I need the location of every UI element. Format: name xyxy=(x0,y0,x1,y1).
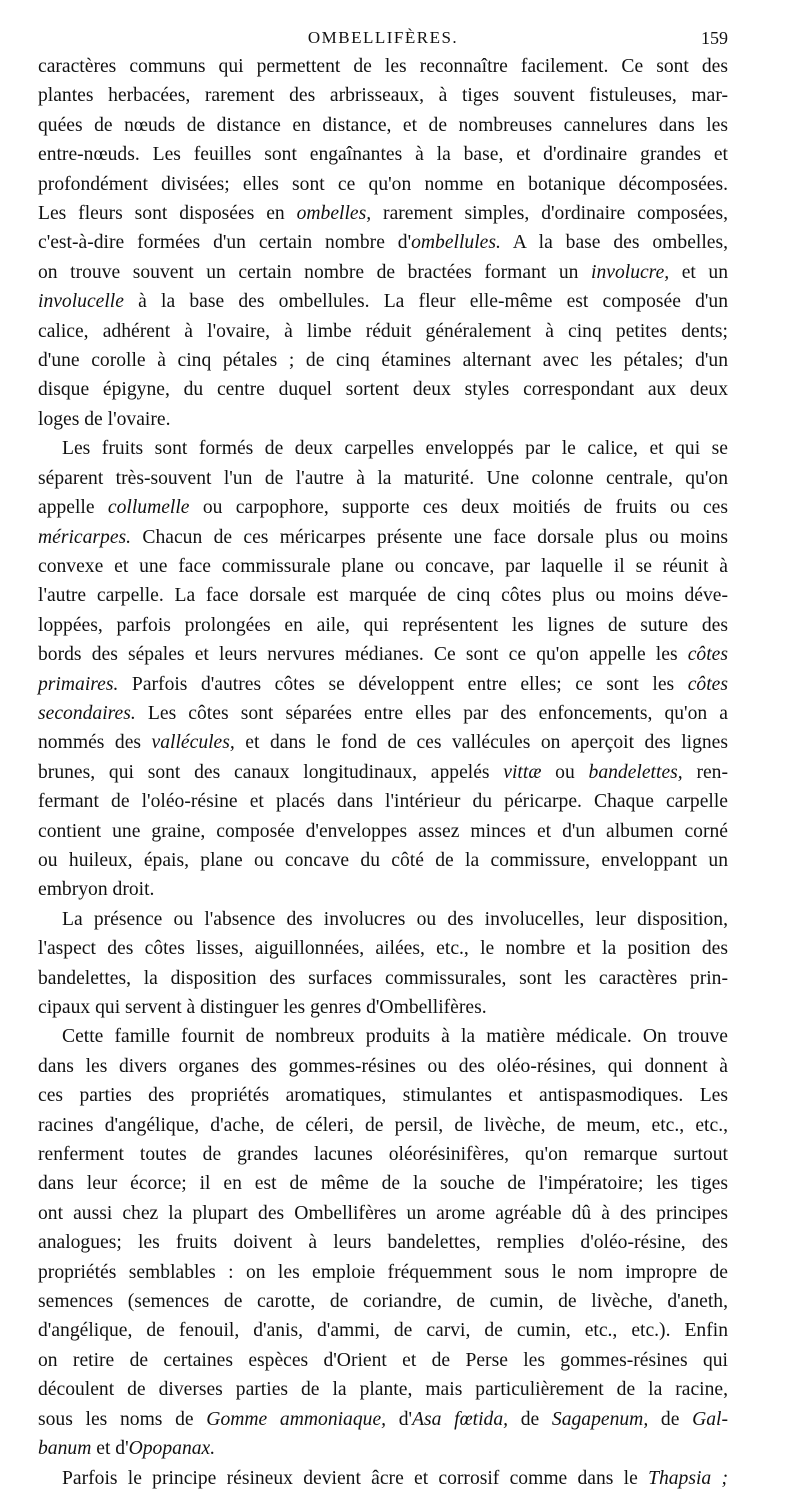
text-segment: et dans le fond de ces vallécules on aperçoit des lignes xyxy=(234,732,728,754)
text-segment: Les fruits sont formés de deux carpelles enveloppés par le calice, et qui se xyxy=(62,438,728,460)
text-segment: sous les noms de xyxy=(38,1408,207,1430)
text-line xyxy=(38,787,728,816)
text-segment: profondément divisées; elles sont ce qu'on nomme en botanique décomposées. xyxy=(38,173,728,195)
text-line xyxy=(38,846,728,875)
text-segment: convexe et une face commissurale plane ou concave, par laquelle il se réunit à xyxy=(38,555,728,577)
text-segment: contient une graine, composée d'enveloppes assez minces et d'un albumen corné xyxy=(38,820,728,842)
text-line xyxy=(38,1464,728,1493)
text-segment: renferment toutes de grandes lacunes oléorésinifères, qu'on remarque surtout xyxy=(38,1144,728,1166)
text-line xyxy=(38,728,728,757)
text-segment: Les fleurs sont disposées en xyxy=(38,203,297,225)
italic-term: involucelle xyxy=(38,291,124,313)
italic-term: ombelles, xyxy=(296,203,372,225)
text-segment: l'aspect des côtes lisses, aiguillonnées, ailées, etc., le nombre et la position des xyxy=(38,938,728,960)
book-page xyxy=(38,22,728,1493)
text-line xyxy=(38,699,728,728)
text-segment: embryon droit. xyxy=(38,879,155,901)
text-line xyxy=(38,111,728,140)
text-segment: c'est-à-dire formées d'un certain nombre d' xyxy=(38,232,412,254)
text-line xyxy=(38,1405,728,1434)
page-number: 159 xyxy=(701,28,728,48)
text-segment: La présence ou l'absence des involucres ou des involucelles, leur disposition, xyxy=(62,908,728,930)
text-segment: A la base des ombelles, xyxy=(500,232,728,254)
text-segment: appelle xyxy=(38,497,108,519)
text-line xyxy=(38,81,728,110)
italic-term: secondaires. xyxy=(38,702,136,724)
italic-term: vittæ xyxy=(503,761,542,783)
text-line xyxy=(38,346,728,375)
text-line xyxy=(38,199,728,228)
text-line xyxy=(38,1140,728,1169)
text-line xyxy=(38,1081,728,1110)
text-segment: de xyxy=(508,1408,552,1430)
text-segment: calice, adhérent à l'ovaire, à limbe réduit généralement à cinq petites dents; xyxy=(38,320,728,342)
italic-term: côtes xyxy=(687,673,728,695)
text-line xyxy=(38,523,728,552)
text-segment: ren- xyxy=(682,761,728,783)
italic-term: méricarpes. xyxy=(38,526,132,548)
text-segment: de xyxy=(648,1408,693,1430)
text-segment: on trouve souvent un certain nombre de bractées formant un xyxy=(38,261,592,283)
text-segment: analogues; les fruits doivent à leurs bandelettes, remplies d'oléo-résine, des xyxy=(38,1232,728,1254)
text-segment: caractères communs qui permettent de les reconnaître facilement. Ce sont des xyxy=(38,56,728,77)
text-line xyxy=(38,1052,728,1081)
text-segment: et un xyxy=(669,261,728,283)
text-line xyxy=(38,640,728,669)
text-segment: Chacun de ces méricarpes présente une face dorsale plus ou moins xyxy=(131,526,728,548)
text-segment: loppées, parfois prolongées en aile, qui représentent les lignes de suture des xyxy=(38,614,728,636)
text-line xyxy=(38,581,728,610)
text-line xyxy=(38,140,728,169)
text-segment: on retire de certaines espèces d'Orient et de Perse les gommes-résines qui xyxy=(38,1349,728,1371)
text-line xyxy=(38,611,728,640)
text-line xyxy=(38,1228,728,1257)
text-segment: propriétés semblables : on les emploie fréquemment sous le nom impropre de xyxy=(38,1261,728,1283)
text-segment: ou carpophore, supporte ces deux moitiés de fruits ou ces xyxy=(189,497,728,519)
text-segment: ces parties des propriétés aromatiques, stimulantes et antispasmodiques. Les xyxy=(38,1085,728,1107)
text-segment: ou huileux, épais, plane ou concave du côté de la commissure, enveloppant un xyxy=(38,849,728,871)
italic-term: Thapsia ; xyxy=(648,1467,728,1489)
italic-term: collumelle xyxy=(107,497,190,519)
text-segment: Les côtes sont séparées entre elles par des enfoncements, qu'on a xyxy=(135,702,728,724)
text-line xyxy=(38,464,728,493)
text-line xyxy=(38,964,728,993)
text-line xyxy=(38,1346,728,1375)
text-segment: rarement simples, d'ordinaire composées, xyxy=(371,203,729,225)
text-segment: ont aussi chez la plupart des Ombellifères un arome agréable dû à des principes xyxy=(38,1202,728,1224)
text-segment: séparent très-souvent l'un de l'autre à la maturité. Une colonne centrale, qu'on xyxy=(38,467,728,489)
text-segment: brunes, qui sont des canaux longitudinaux, appelés xyxy=(38,761,504,783)
italic-term: Opopanax. xyxy=(128,1438,216,1460)
text-line xyxy=(38,758,728,787)
text-segment: Cette famille fournit de nombreux produits à la matière médicale. On trouve xyxy=(62,1026,728,1048)
text-line xyxy=(38,405,728,434)
italic-term: primaires. xyxy=(38,673,119,695)
text-line xyxy=(38,905,728,934)
text-line xyxy=(38,493,728,522)
text-segment: d' xyxy=(386,1408,413,1430)
text-segment: racines d'angélique, d'ache, de céleri, de persil, de livèche, de meum, etc., etc., xyxy=(38,1114,728,1136)
text-line xyxy=(38,258,728,287)
text-line xyxy=(38,1375,728,1404)
text-line xyxy=(38,1022,728,1051)
italic-term: ombellules. xyxy=(411,232,501,254)
italic-term: Asa fœtida, xyxy=(412,1408,509,1430)
text-line xyxy=(38,375,728,404)
text-segment: loges de l'ovaire. xyxy=(38,408,171,430)
text-segment: entre-nœuds. Les feuilles sont engaînantes à la base, et d'ordinaire grandes et xyxy=(38,144,728,166)
text-line xyxy=(38,1258,728,1287)
running-header xyxy=(38,22,728,52)
text-segment: nommés des xyxy=(38,732,152,754)
text-segment: cipaux qui servent à distinguer les genres d'Ombellifères. xyxy=(38,997,487,1018)
italic-term: côtes xyxy=(687,644,728,666)
text-segment: et d' xyxy=(91,1438,129,1460)
text-segment: semences (semences de carotte, de coriandre, de cumin, de livèche, d'aneth, xyxy=(38,1291,728,1313)
text-segment: fermant de l'oléo-résine et placés dans l'intérieur du péricarpe. Chaque carpelle xyxy=(38,791,728,813)
text-segment: d'angélique, de fenouil, d'anis, d'ammi, de carvi, de cumin, etc., etc.). Enfin xyxy=(38,1320,728,1342)
text-segment: Parfois d'autres côtes se développent entre elles; ce sont les xyxy=(118,673,688,695)
text-segment: d'une corolle à cinq pétales ; de cinq étamines alternant avec les pétales; d'un xyxy=(38,350,728,372)
text-segment: Parfois le principe résineux devient âcre et corrosif comme dans le xyxy=(62,1467,649,1489)
text-segment: plantes herbacées, rarement des arbrisseaux, à tiges souvent fistuleuses, mar- xyxy=(38,85,728,107)
italic-term: bandelettes, xyxy=(588,761,683,783)
text-line xyxy=(38,434,728,463)
text-segment: disque épigyne, du centre duquel sortent deux styles correspondant aux deux xyxy=(38,379,728,401)
text-line xyxy=(38,1434,728,1463)
text-line xyxy=(38,1111,728,1140)
running-title: OMBELLIFÈRES. xyxy=(307,28,459,47)
text-segment: découlent de diverses parties de la plante, mais particulièrement de la racine, xyxy=(38,1379,728,1401)
text-segment: ou xyxy=(541,761,589,783)
text-segment: bandelettes, la disposition des surfaces commissurales, sont les caractères prin- xyxy=(38,967,728,989)
body-text xyxy=(38,52,728,1493)
text-line xyxy=(38,817,728,846)
text-line xyxy=(38,1316,728,1345)
text-line xyxy=(38,670,728,699)
text-segment: à la base des ombellules. La fleur elle-même est composée d'un xyxy=(123,291,728,313)
text-segment: l'autre carpelle. La face dorsale est marquée de cinq côtes plus ou moins déve- xyxy=(38,585,728,607)
text-line xyxy=(38,1199,728,1228)
text-line xyxy=(38,552,728,581)
italic-term: vallécules, xyxy=(151,732,235,754)
text-line xyxy=(38,875,728,904)
text-segment: bords des sépales et leurs nervures médianes. Ce sont ce qu'on appelle les xyxy=(38,644,688,666)
italic-term: Gal- xyxy=(692,1408,728,1430)
text-line xyxy=(38,993,728,1022)
text-segment: dans leur écorce; il en est de même de la souche de l'impératoire; les tiges xyxy=(38,1173,728,1195)
italic-term: involucre, xyxy=(591,261,670,283)
text-line xyxy=(38,228,728,257)
text-line xyxy=(38,1287,728,1316)
text-segment: quées de nœuds de distance en distance, et de nombreuses cannelures dans les xyxy=(38,114,728,136)
italic-term: Sagapenum, xyxy=(551,1408,649,1430)
text-line xyxy=(38,52,728,81)
text-line xyxy=(38,934,728,963)
text-line xyxy=(38,170,728,199)
text-line xyxy=(38,317,728,346)
italic-term: Gomme ammoniaque, xyxy=(206,1408,387,1430)
text-line xyxy=(38,287,728,316)
text-segment: dans les divers organes des gommes-résines ou des oléo-résines, qui donnent à xyxy=(38,1055,728,1077)
text-line xyxy=(38,1169,728,1198)
italic-term: banum xyxy=(38,1438,92,1460)
